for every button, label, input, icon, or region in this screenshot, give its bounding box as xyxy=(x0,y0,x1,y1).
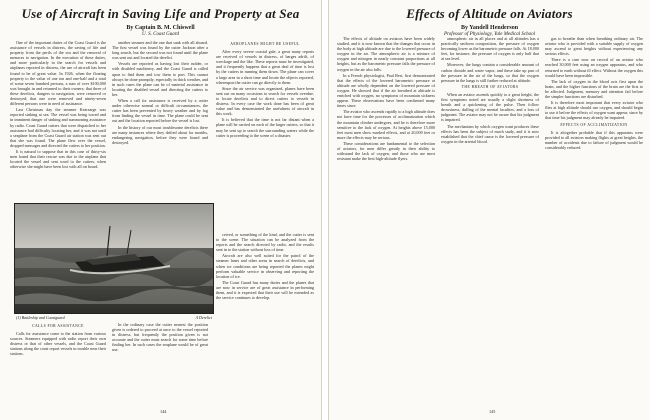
paragraph: When an aviator ascends quickly to a great height, the first symptoms noted are usually a slight shortness of breath and a quickening of the pulse. Then follow drowsiness, dulling of the mental faculties, and a loss of judgment. The aviator may not be aware that his judgment is impaired. xyxy=(441,91,539,123)
paragraph: Calls for assistance come to the station from various sources. Steamers equipped with radio report their own distress or that of other vessels, and the Coast Guard stations along the coast report vessels in trouble near their stations. xyxy=(10,331,106,357)
left-column-3-continued xyxy=(216,232,314,402)
left-lower-column-2 xyxy=(112,322,208,408)
paragraph: The effects of altitude on aviators have been widely studied, and it is now known that the changes that occur in the body at high altitude are due to the lowered pressure of oxygen in the air. The atmospheric air is a mixture of oxygen and nitrogen in nearly constant proportions at all heights, but as the barometric pressure falls the pressure of oxygen in the air also falls. xyxy=(337,36,435,72)
right-article-byline: By Yandell Henderson xyxy=(460,25,519,31)
paragraph: gas to breathe than when breathing ordinary air. The aviator who is provided with a suitable supply of oxygen may ascend to great heights without experiencing any serious effects. xyxy=(545,36,643,57)
section-heading: THE BREATH OF AVIATORS xyxy=(461,84,519,89)
paragraph: Vessels are reported as having lost their rudder, or with disabled machinery, and the Coast Guard is called upon to find them and tow them to port. This cannot always be done promptly, especially in thick weather, and in such cases the plane can be of material assistance in locating the disabled vessel and directing the cutters to her. xyxy=(112,61,208,97)
right-column-1 xyxy=(337,36,435,408)
paragraph: In a French physiologist, Paul Bert, first demonstrated that the effects of the lowered barometric pressure at altitude are wholly dependent on the lowered pressure of oxygen. He showed that if the air breathed at altitude is enriched with oxygen, no symptoms of mountain sickness appear. These observations have been confirmed many times since. xyxy=(337,72,435,109)
paragraph: Moreover, the lungs contain a considerable amount of carbon dioxide and water vapor, and these take up part of the pressure in the air of the lungs, so that the oxygen pressure in the lungs is still further reduced at altitude. xyxy=(441,62,539,83)
paragraph: The aviator who ascends rapidly to a high altitude does not have time for the processes of acclimatization which the mountain climber undergoes, and he is therefore more sensitive to the lack of oxygen. At heights above 15,000 feet most men show marked effects, and at 20,000 feet or more the effects may be serious. xyxy=(337,109,435,140)
left-article-affiliation: U. S. Coast Guard xyxy=(142,32,179,37)
left-column-1 xyxy=(10,40,106,200)
photo-illustration xyxy=(15,204,214,314)
derelict-photograph xyxy=(14,203,214,314)
left-article-header xyxy=(0,6,321,37)
left-article-title: Use of Aircraft in Saving Life and Property at Sea xyxy=(21,6,300,21)
left-article-byline: By Captain B. M. Chiswell xyxy=(126,25,195,31)
paragraph: It is therefore most important that every aviator who flies at high altitude should use oxygen, and should begin to use it before the effects of oxygen want appear, since by that time his judgment may already be impaired. xyxy=(545,100,643,121)
paragraph: After every severe coastal gale, a great many reports are received of vessels in distress, of barges adrift, of wreckage and the like. These reports must be investigated, and it frequently happens that a great deal of time is lost by the cutters in running them down. The plane can cover a large area in a short time and locate the objects reported, whereupon the cutter can go directly to them. xyxy=(216,49,314,85)
page-number: 144 xyxy=(160,409,167,414)
section-heading: EFFECTS OF ACCLIMATIZATION xyxy=(560,122,628,127)
right-article-title: Effects of Altitude on Aviators xyxy=(406,6,573,21)
right-column-2 xyxy=(441,36,539,408)
paragraph: The Coast Guard has many duties and the planes that are now in service are of great assistance in performing them, and it is expected that their use will be extended as the service continues to develop. xyxy=(216,279,314,301)
paragraph: There is a case now on record of an aviator who reached 30,000 feet using an oxygen apparatus, and who returned to earth without ill effect. Without the oxygen this would have been impossible. xyxy=(545,57,643,78)
figure-caption-left: (1) Battleship and Coastguard xyxy=(16,315,65,320)
paragraph: In the history of our most troublesome derelicts there are many instances where they drifted about for months, endangering navigation, before they were found and destroyed. xyxy=(112,124,208,145)
paragraph: The lack of oxygen in the blood acts first upon the brain, and the higher functions of the brain are the first to be affected. Judgment, memory and attention fail before the simpler functions are disturbed. xyxy=(545,78,643,100)
paragraph: another steamer and the one that sank with all aboard. The first vessel was found by the cutter Jackson after a long search, but the second was not found until the plane was sent out and located the derelict. xyxy=(112,40,208,61)
paragraph: One of the important duties of the Coast Guard is the assistance of vessels in distress, the saving of life and property from the perils of the sea and the removal of menaces to navigation. In the execution of these duties, and more particularly in the search for vessels and airplanes reported in distress, the use of aircraft has been found to be of great value. In 1926, when the floating property to the value of one ton and one-half and a total of some seven hundred persons, a sum of over $100,000 was brought in and returned to their owners; that three of these derelicts, dangers to navigation, were removed or destroyed; that one were removed and ninety-seven different persons were in need of assistance. xyxy=(10,40,106,107)
paragraph: In the ordinary case the cutter nearest the position given is ordered to proceed at once to the vessel reported in distress, but frequently the position given is not accurate and the cutter must search for some time before finding her. In such cases the seaplane would be of great use. xyxy=(112,322,208,353)
left-column-3 xyxy=(216,40,314,230)
paragraph: When a call for assistance is received by a cutter under otherwise normal or difficult circumstances, the cutter has been prevented by heavy weather and by fog from finding the vessel in time. The plane could be sent out and the location reported before the vessel is lost. xyxy=(112,98,208,124)
section-heading: AEROPLANES MIGHT BE USEFUL xyxy=(230,42,300,46)
right-page xyxy=(328,0,650,420)
paragraph: Aircraft are also well suited for the patrol of the steamer lanes and other areas in search of derelicts, and when ice conditions are being reported the planes might perform valuable service in observing and reporting the location of ice. xyxy=(216,253,314,279)
right-article-header xyxy=(329,6,650,37)
page-number: 145 xyxy=(489,409,496,414)
left-page xyxy=(0,0,322,420)
paragraph: ceived, or something of the kind, and the cutter is sent to the scene. The situation can be analyzed from the reports and the search directed by radio, and the results sent in to the station without loss of time. xyxy=(216,232,314,253)
left-lower-column-1 xyxy=(10,322,106,408)
paragraph: atmospheric air in all places and at all altitudes has a practically uniform composition, the pressure of oxygen becoming lower as the barometric pressure falls. At 18,000 feet, for instance, the pressure of oxygen is only half that at sea level. xyxy=(441,36,539,62)
right-column-3 xyxy=(545,36,643,408)
left-column-2 xyxy=(112,40,208,200)
paragraph: It is believed that the time is not far distant when a plane will be carried on each of the larger cutters, so that it may be sent up to search the surrounding waters while the cutter is proceeding to the scene of a disaster. xyxy=(216,117,314,138)
paragraph: Since the air service was organized, planes have been sent out on many occasions to search for vessels overdue, to locate derelicts and to direct cutters to vessels in distress. In every case the work done has been of great value and has demonstrated the usefulness of aircraft in this work. xyxy=(216,85,314,117)
right-article-affiliation: Professor of Physiology, Yale Medical School xyxy=(443,32,535,37)
paragraph: It is natural to suppose that in this case of thirty-six men found that their rescue was due to the airplane that located the vessel and sent word to the cutters, when otherwise she might have been lost with all on board. xyxy=(10,148,106,170)
paragraph: These considerations are fundamental to the selection of aviators, for men differ greatly in their ability to withstand the lack of oxygen, and those who are most resistant make the best high-altitude flyers. xyxy=(337,140,435,162)
paragraph: Last Christmas day the steamer Kearsarge was reported sinking at sea. The vessel was being towed and in imminent danger of sinking and summoning assistance by radio. Coast Guard cutters that were dispatched to her assistance had difficulty locating her, and it was not until a seaplane from the Coast Guard air station was sent out that she was found. The plane flew over the vessel, dropped messages and directed the cutters to her position. xyxy=(10,107,106,148)
paragraph: It is altogether probable that if this apparatus were provided to all aviators making flights at great heights, the number of accidents due to failure of judgment would be considerably reduced. xyxy=(545,129,643,150)
figure-caption-right: A Derelict xyxy=(195,315,212,320)
paragraph: The mechanism by which oxygen want produces these effects has been the subject of much study, and it is now established that the chief cause is the lowered pressure of oxygen in the arterial blood. xyxy=(441,123,539,144)
section-heading: CALLS FOR ASSISTANCE xyxy=(32,324,84,328)
